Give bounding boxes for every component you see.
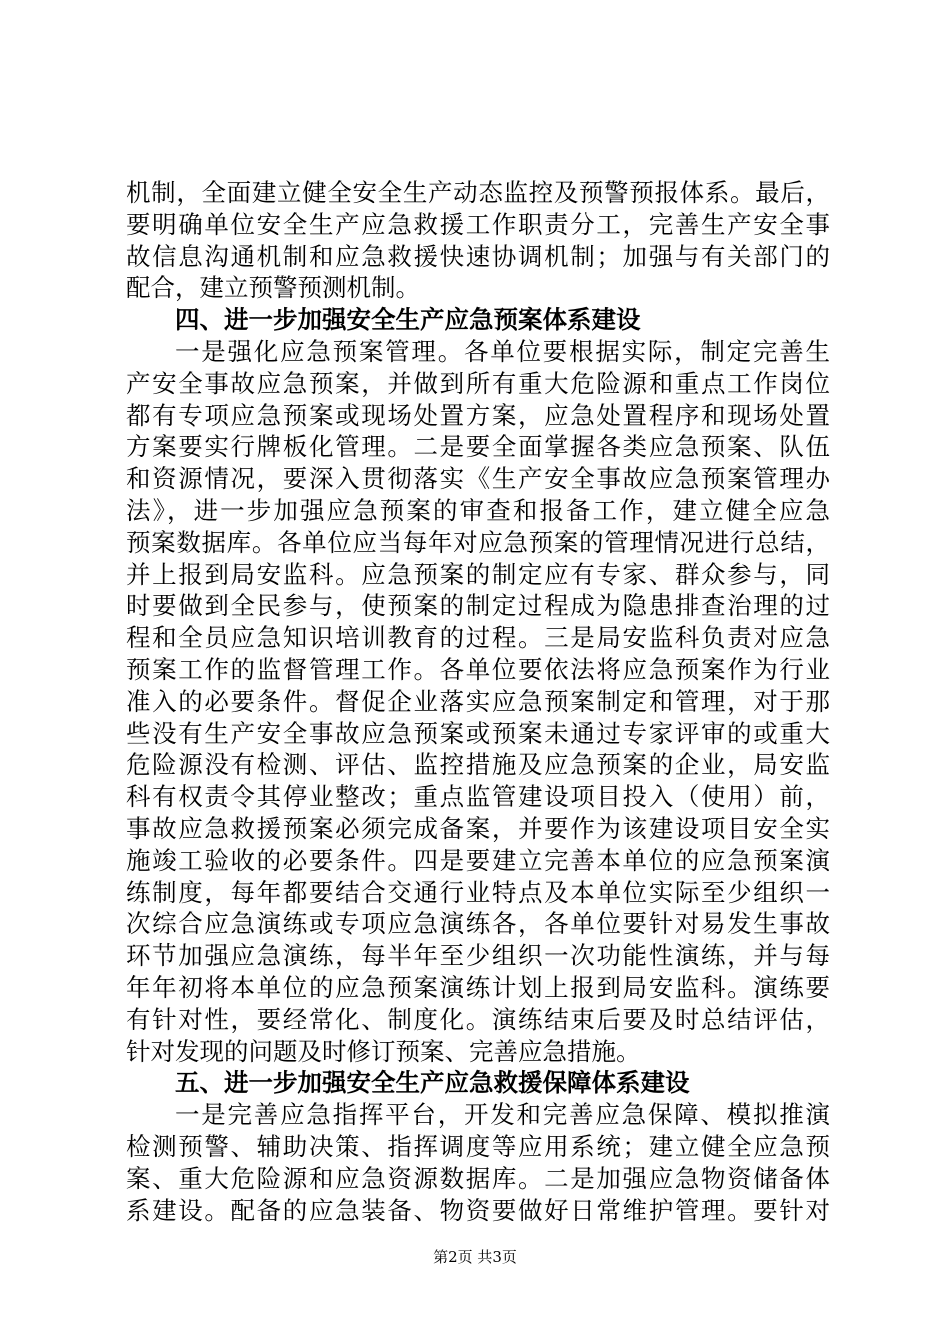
text-line: 预案数据库。各单位应当每年对应急预案的管理情况进行总结， <box>126 527 830 557</box>
text-line: 并上报到局安监科。应急预案的制定应有专家、群众参与，同 <box>126 559 830 589</box>
text-line: 要明确单位安全生产应急救援工作职责分工，完善生产安全事 <box>126 209 830 239</box>
text-line: 配合，建立预警预测机制。 <box>126 273 420 303</box>
text-line: 法》，进一步加强应急预案的审查和报备工作，建立健全应急 <box>126 495 830 525</box>
text-line: 预案工作的监督管理工作。各单位要依法将应急预案作为行业 <box>126 654 830 684</box>
text-line: 系建设。配备的应急装备、物资要做好日常维护管理。要针对 <box>126 1195 830 1225</box>
text-line: 方案要实行牌板化管理。二是要全面掌握各类应急预案、队伍 <box>126 432 830 462</box>
page-footer: 第2页 共3页 <box>433 1248 517 1266</box>
text-line: 准入的必要条件。督促企业落实应急预案制定和管理，对于那 <box>126 686 830 716</box>
section-heading-5: 五、进一步加强安全生产应急救援保障体系建设 <box>175 1068 690 1098</box>
text-line: 产安全事故应急预案，并做到所有重大危险源和重点工作岗位 <box>126 368 830 398</box>
text-line: 和资源情况，要深入贯彻落实《生产安全事故应急预案管理办 <box>126 464 830 494</box>
text-line: 事故应急救援预案必须完成备案，并要作为该建设项目安全实 <box>126 813 830 843</box>
text-line: 故信息沟通机制和应急救援快速协调机制；加强与有关部门的 <box>126 241 830 271</box>
text-line: 机制，全面建立健全安全生产动态监控及预警预报体系。最后， <box>126 178 830 207</box>
text-line: 时要做到全民参与，使预案的制定过程成为隐患排查治理的过 <box>126 591 830 621</box>
text-line: 危险源没有检测、评估、监控措施及应急预案的企业，局安监 <box>126 750 830 780</box>
text-line: 案、重大危险源和应急资源数据库。二是加强应急物资储备体 <box>126 1163 830 1193</box>
text-line: 施竣工验收的必要条件。四是要建立完善本单位的应急预案演 <box>126 845 830 875</box>
text-line: 检测预警、辅助决策、指挥调度等应用系统；建立健全应急预 <box>126 1131 830 1161</box>
text-line: 针对发现的问题及时修订预案、完善应急措施。 <box>126 1036 641 1066</box>
text-line: 都有专项应急预案或现场处置方案，应急处置程序和现场处置 <box>126 400 830 430</box>
text-line: 程和全员应急知识培训教育的过程。三是局安监科负责对应急 <box>126 623 830 653</box>
text-line: 年年初将本单位的应急预案演练计划上报到局安监科。演练要 <box>126 972 830 1002</box>
paragraph-start: 一是完善应急指挥平台，开发和完善应急保障、模拟推演 <box>175 1100 830 1130</box>
text-line: 有针对性，要经常化、制度化。演练结束后要及时总结评估， <box>126 1004 830 1034</box>
text-line: 练制度，每年都要结合交通行业特点及本单位实际至少组织一 <box>126 877 830 907</box>
text-line: 些没有生产安全事故应急预案或预案未通过专家评审的或重大 <box>126 718 830 748</box>
body-text <box>126 177 830 1226</box>
section-heading-4: 四、进一步加强安全生产应急预案体系建设 <box>175 305 641 335</box>
paragraph-start: 一是强化应急预案管理。各单位要根据实际，制定完善生 <box>175 336 830 366</box>
text-line: 科有权责令其停业整改；重点监管建设项目投入（使用）前， <box>126 782 830 812</box>
text-line: 次综合应急演练或专项应急演练各，各单位要针对易发生事故 <box>126 909 830 939</box>
text-line: 环节加强应急演练，每半年至少组织一次功能性演练，并与每 <box>126 941 830 971</box>
